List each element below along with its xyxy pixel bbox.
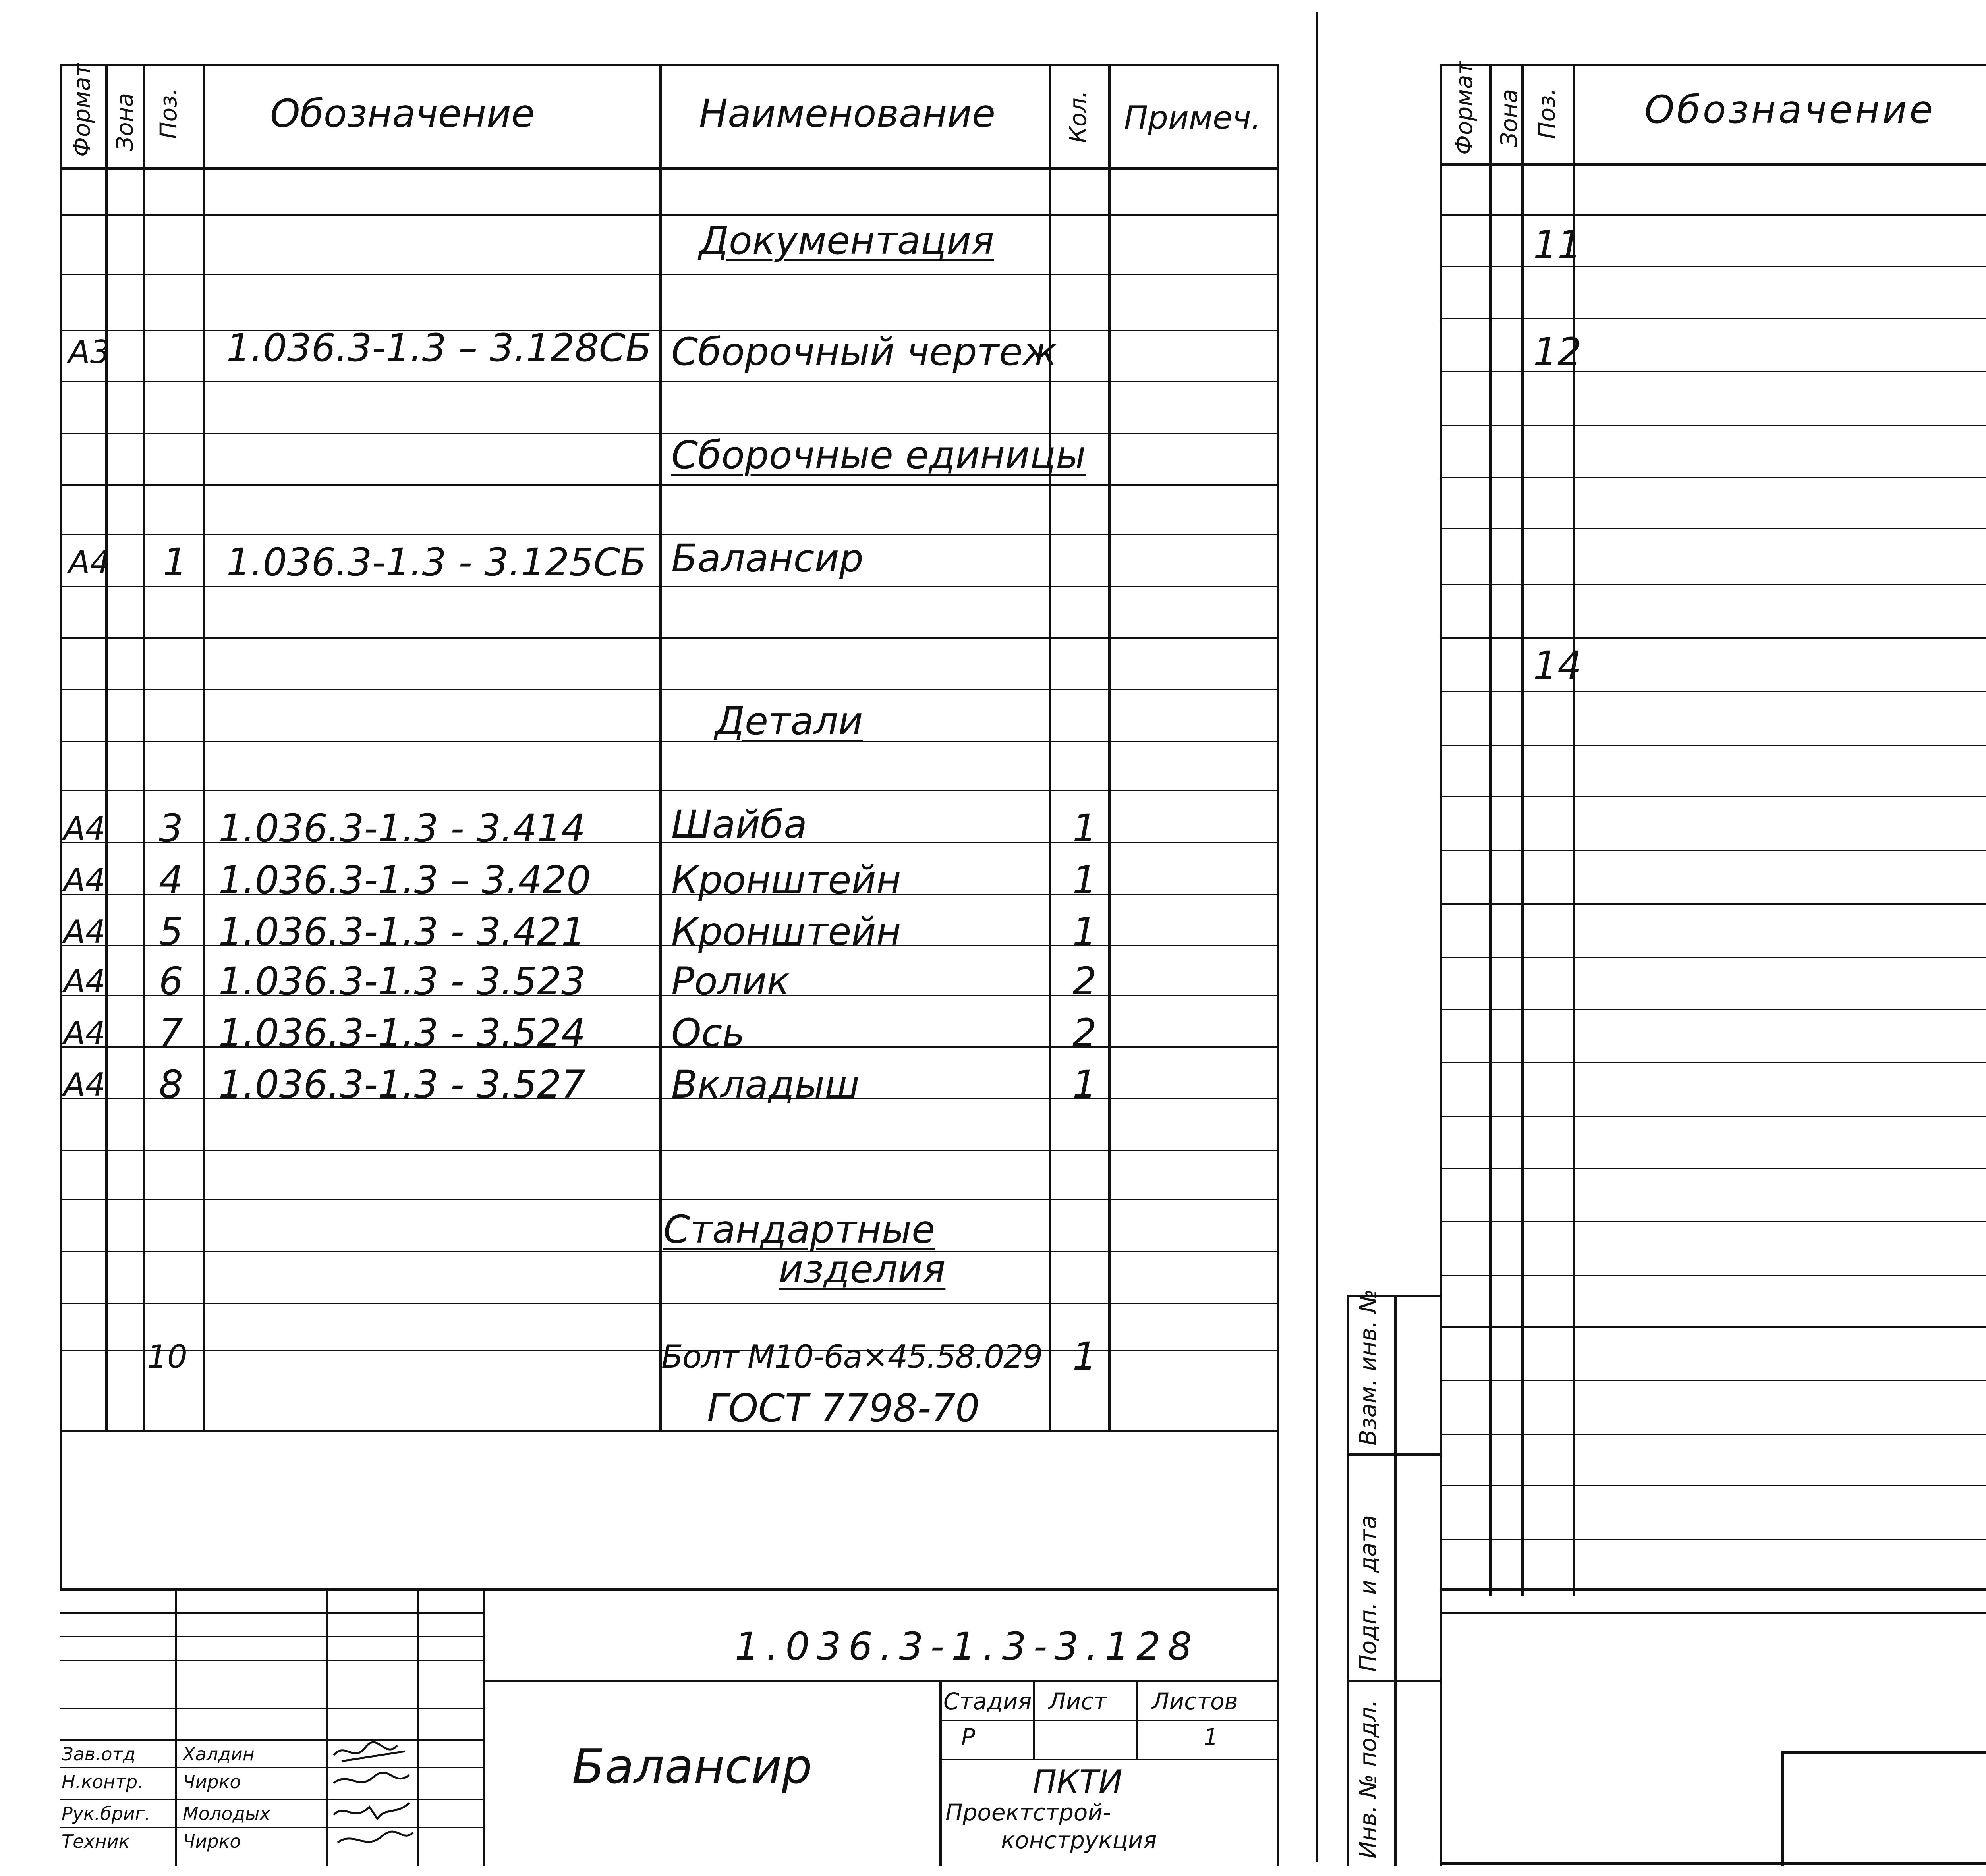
row-format: А4 bbox=[64, 1066, 106, 1103]
stage-value: Р bbox=[961, 1724, 975, 1751]
row-pos: 4 bbox=[159, 858, 184, 902]
sheets-value: 1 bbox=[1204, 1724, 1218, 1751]
row-format: А4 bbox=[68, 544, 110, 581]
org-line3: конструкция bbox=[1001, 1827, 1157, 1854]
row-pos: 14 bbox=[1533, 643, 1582, 688]
role-name: Чирко bbox=[183, 1831, 241, 1852]
title-name: Балансир bbox=[572, 1739, 812, 1795]
row-qty: 1 bbox=[1072, 858, 1097, 902]
header-pos: Поз. bbox=[155, 88, 182, 139]
header-pos: Поз. bbox=[1533, 88, 1560, 139]
row-designation: 1.036.3-1.3 - 3.523 bbox=[218, 959, 586, 1004]
row-pos: 3 bbox=[159, 806, 184, 851]
row-qty: 1 bbox=[1072, 806, 1097, 851]
org-line2: Проектстрой- bbox=[945, 1799, 1111, 1826]
side-sign-date: Подп. и дата bbox=[1354, 1515, 1381, 1672]
row-name: Шайба bbox=[671, 802, 807, 847]
row-format: А4 bbox=[64, 963, 106, 1000]
title-doc-number: 1.036.3-1.3-3.128 bbox=[735, 1624, 1200, 1669]
role-label: Техник bbox=[62, 1831, 130, 1852]
row-designation: 1.036.3-1.3 - 3.414 bbox=[218, 806, 586, 851]
row-pos: 12 bbox=[1533, 330, 1582, 374]
row-designation: 1.036.3-1.3 – 3.420 bbox=[218, 858, 591, 902]
row-qty: 1 bbox=[1072, 1062, 1097, 1107]
row-name: Балансир bbox=[671, 536, 864, 581]
header-format: Формат bbox=[1451, 61, 1478, 155]
header-qty: Кол. bbox=[1064, 90, 1092, 143]
sheet-label: Лист bbox=[1049, 1688, 1107, 1715]
row-format: А4 bbox=[64, 810, 106, 847]
role-label: Рук.бриг. bbox=[62, 1803, 151, 1824]
row-qty: 1 bbox=[1072, 909, 1097, 954]
right-sheet bbox=[1343, 0, 1986, 1876]
row-pos: 5 bbox=[159, 909, 184, 954]
row-format: А4 bbox=[64, 913, 106, 950]
header-format: Формат bbox=[68, 63, 95, 157]
row-pos: 8 bbox=[159, 1062, 184, 1107]
row-pos: 7 bbox=[159, 1011, 184, 1055]
header-zone: Зона bbox=[111, 93, 138, 151]
row-name: Кронштейн bbox=[671, 858, 901, 902]
row-name: Сборочный чертеж bbox=[671, 330, 1057, 374]
header-designation: Обозначение bbox=[1644, 87, 1936, 132]
row-pos: 11 bbox=[1533, 222, 1582, 267]
header-designation: Обозначение bbox=[270, 91, 535, 136]
row-designation: 1.036.3-1.3 – 3.128СБ bbox=[226, 326, 652, 370]
org-line1: ПКТИ bbox=[1033, 1763, 1122, 1800]
section-documentation: Документация bbox=[699, 218, 995, 263]
row-qty: 2 bbox=[1072, 959, 1097, 1004]
row-pos: 10 bbox=[147, 1338, 187, 1375]
role-name: Чирко bbox=[183, 1771, 241, 1793]
section-standard: Стандартные bbox=[663, 1207, 935, 1252]
sheets-label: Листов bbox=[1152, 1688, 1238, 1715]
row-designation: 1.036.3-1.3 - 3.524 bbox=[218, 1011, 586, 1055]
row-qty: 2 bbox=[1072, 1011, 1097, 1055]
role-name: Молодых bbox=[183, 1803, 270, 1824]
section-standard-2: изделия bbox=[779, 1247, 946, 1291]
row-format: А4 bbox=[64, 862, 106, 899]
row-designation: 1.036.3-1.3 - 3.421 bbox=[218, 909, 586, 954]
section-assembly-units: Сборочные единицы bbox=[671, 433, 1086, 477]
header-zone: Зона bbox=[1495, 89, 1522, 147]
stage-label: Стадия bbox=[943, 1688, 1032, 1715]
section-parts: Детали bbox=[715, 699, 863, 743]
side-inv-orig: Инв. № подл. bbox=[1354, 1699, 1381, 1859]
row-name: Кронштейн bbox=[671, 909, 901, 954]
row-qty: 1 bbox=[1072, 1334, 1097, 1379]
row-name: Болт М10-6а×45.58.029 bbox=[661, 1338, 1042, 1375]
row-name: Ось bbox=[671, 1011, 745, 1055]
row-name: ГОСТ 7798-70 bbox=[707, 1386, 980, 1430]
header-name: Наименование bbox=[699, 91, 996, 136]
row-designation: 1.036.3-1.3 - 3.527 bbox=[218, 1062, 586, 1107]
row-pos: 1 bbox=[163, 540, 187, 585]
role-name: Халдин bbox=[183, 1743, 255, 1765]
row-name: Вкладыш bbox=[671, 1062, 860, 1107]
role-label: Зав.отд bbox=[62, 1743, 136, 1765]
row-format: А4 bbox=[64, 1015, 106, 1052]
header-note: Примеч. bbox=[1124, 99, 1262, 136]
row-format: А3 bbox=[68, 334, 110, 371]
row-pos: 6 bbox=[159, 959, 184, 1004]
signatures bbox=[330, 1739, 417, 1859]
row-designation: 1.036.3-1.3 - 3.125СБ bbox=[226, 540, 647, 585]
row-name: Ролик bbox=[671, 959, 790, 1004]
role-label: Н.контр. bbox=[62, 1771, 143, 1793]
side-replace-inv: Взам. инв. № bbox=[1354, 1289, 1381, 1446]
